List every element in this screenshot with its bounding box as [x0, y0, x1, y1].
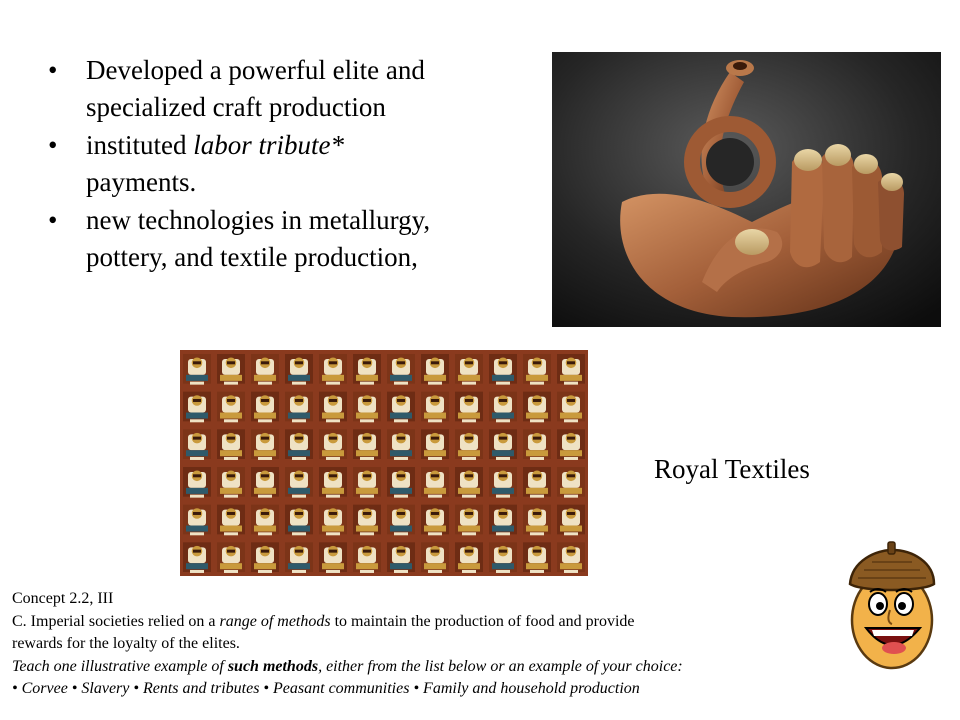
bullet-item — [48, 52, 518, 126]
textile-motif — [251, 467, 279, 498]
textile-motif — [251, 505, 279, 536]
concept-text: , either from the list below or an example of your choice: — [318, 657, 683, 675]
textile-motif — [455, 392, 483, 423]
textile-motif — [251, 354, 279, 385]
textile-motif — [489, 392, 517, 423]
royal-textile-image — [180, 350, 588, 576]
textile-motif — [523, 354, 551, 385]
textile-motif — [217, 542, 245, 573]
concept-heading: Concept 2.2, III — [12, 590, 114, 607]
bullet-list — [48, 52, 518, 277]
textile-motif — [319, 354, 347, 385]
textile-motif — [421, 542, 449, 573]
textile-motif — [421, 354, 449, 385]
textile-motif — [387, 467, 415, 498]
textile-motif — [183, 392, 211, 423]
textile-motif — [455, 467, 483, 498]
bullet-text: payments. — [86, 167, 197, 197]
textile-motif — [387, 392, 415, 423]
bullet-item — [48, 127, 518, 201]
concept-line-c — [12, 611, 912, 634]
textile-motif — [455, 354, 483, 385]
textile-motif — [523, 392, 551, 423]
textile-motif — [387, 429, 415, 460]
textile-motif — [319, 542, 347, 573]
textile-motif — [421, 429, 449, 460]
concept-text: to maintain the production of food and provide — [330, 612, 635, 630]
hand-vessel-photo — [552, 52, 941, 327]
textile-motif — [557, 542, 585, 573]
textile-motif — [387, 542, 415, 573]
concept-examples: • Corvee • Slavery • Rents and tributes • Peasant communities • Family and household production — [12, 680, 640, 697]
textile-motif — [217, 392, 245, 423]
textile-motif — [285, 467, 313, 498]
textile-motif — [183, 467, 211, 498]
bullet-dot: • — [48, 130, 58, 160]
textile-motif — [285, 392, 313, 423]
textile-motif — [217, 467, 245, 498]
textile-motif — [251, 429, 279, 460]
textile-motif — [523, 429, 551, 460]
textile-motif — [421, 505, 449, 536]
bullet-dot: • — [48, 205, 58, 235]
textile-motif — [353, 505, 381, 536]
textile-motif — [183, 354, 211, 385]
textile-motif — [217, 429, 245, 460]
textile-motif — [421, 392, 449, 423]
textile-motif — [285, 505, 313, 536]
bullet-emphasis: labor tribute* — [193, 130, 345, 160]
textile-motif — [557, 467, 585, 498]
textile-motif — [319, 392, 347, 423]
textile-motif — [251, 392, 279, 423]
bullet-text: Developed a powerful elite and — [86, 55, 425, 85]
concept-note — [12, 588, 912, 701]
textile-motif — [455, 429, 483, 460]
textile-motif — [489, 505, 517, 536]
textile-motif — [183, 505, 211, 536]
bullet-text: pottery, and textile production, — [86, 242, 418, 272]
textile-motif — [319, 467, 347, 498]
textile-motif — [353, 354, 381, 385]
textile-motif — [557, 505, 585, 536]
concept-line-c2: rewards for the loyalty of the elites. — [12, 635, 240, 652]
concept-text: Teach one illustrative example of — [12, 657, 228, 675]
hand-vessel-image — [552, 52, 941, 327]
textile-motif — [217, 354, 245, 385]
textile-motif — [557, 354, 585, 385]
textile-motif — [455, 542, 483, 573]
royal-textiles-caption: Royal Textiles — [654, 454, 810, 484]
textile-motif — [387, 354, 415, 385]
textile-motif — [183, 542, 211, 573]
textile-motif — [353, 429, 381, 460]
textile-motif — [353, 467, 381, 498]
textile-motif — [455, 505, 483, 536]
textile-motif — [285, 542, 313, 573]
textile-motif — [523, 467, 551, 498]
textile-motif — [489, 542, 517, 573]
textile-motif — [183, 429, 211, 460]
textile-motif — [285, 354, 313, 385]
bullet-text: instituted — [86, 130, 194, 160]
bullet-text: specialized craft production — [86, 92, 386, 122]
textile-motif — [489, 354, 517, 385]
bullet-dot: • — [48, 55, 58, 85]
textile-motif — [319, 429, 347, 460]
textile-motif — [421, 467, 449, 498]
concept-bold: such methods — [227, 657, 319, 675]
textile-motif — [353, 542, 381, 573]
textile-motif — [523, 542, 551, 573]
concept-teach-line — [12, 656, 912, 679]
textile-motif — [557, 429, 585, 460]
textile-motif — [557, 392, 585, 423]
royal-textile-photo — [180, 350, 588, 576]
bullet-text: new technologies in metallurgy, — [86, 205, 431, 235]
textile-motif — [489, 429, 517, 460]
textile-motif — [217, 505, 245, 536]
textile-motif — [489, 467, 517, 498]
textile-motif — [285, 429, 313, 460]
concept-emphasis: range of methods — [219, 612, 331, 630]
bullet-item — [48, 202, 518, 276]
concept-text: C. Imperial societies relied on a — [12, 612, 220, 630]
textile-motif — [251, 542, 279, 573]
textile-motif — [319, 505, 347, 536]
textile-motif — [387, 505, 415, 536]
textile-motif — [523, 505, 551, 536]
textile-motif — [353, 392, 381, 423]
